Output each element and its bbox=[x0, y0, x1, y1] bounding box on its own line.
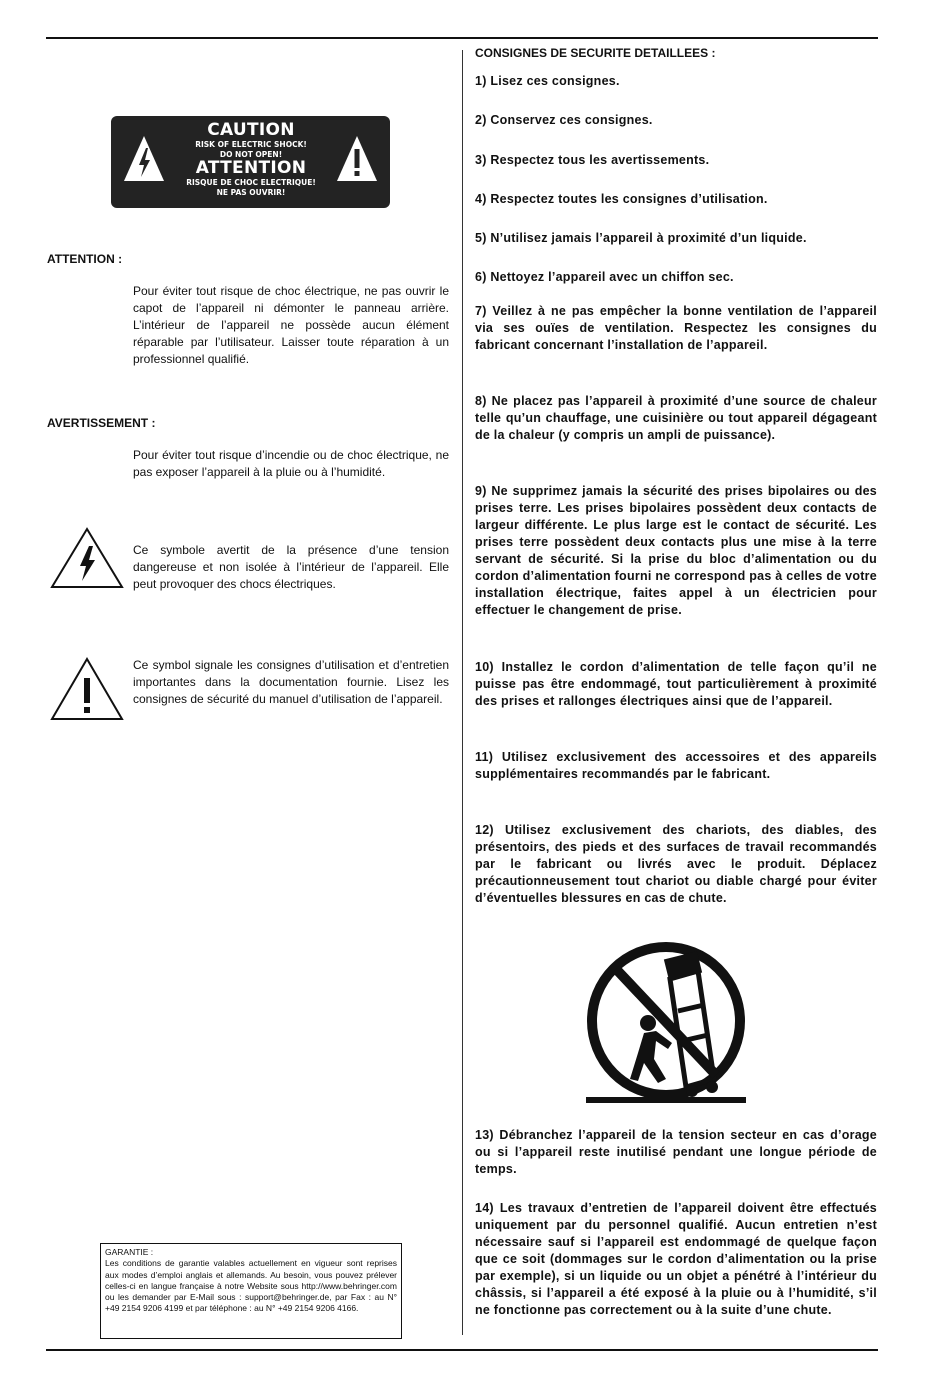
attention-sub1: RISQUE DE CHOC ELECTRIQUE! bbox=[186, 178, 316, 187]
attention-text: Pour éviter tout risque de choc électrique, ne pas ouvrir le capot de l’appareil ni démonter le panneau arrière. L’intérieur de l’appareil ne possède aucun élément réparable par l’utilisateur. Laisser toute réparation à un professionnel qualifié. bbox=[133, 284, 449, 366]
exclamation-symbol-text: Ce symbol signale les consignes d’utilisation et d’entretien importantes dans la documentation fournie. Lisez les consignes de sécurité du manuel d’utilisation de l’appareil. bbox=[133, 658, 449, 706]
instruction-12: 12) Utilisez exclusivement des chariots, des diables, des présentoirs, des pieds et des surfaces de travail recommandés par le fabricant ou livrés avec le produit. Déplacez précautionneusement tout chariot ou diable chargé pour éviter d’éventuelles blessures en cas de chute. bbox=[475, 823, 877, 905]
attention-sub2: NE PAS OUVRIR! bbox=[216, 187, 286, 197]
safety-instructions-title: CONSIGNES DE SECURITE DETAILLEES : bbox=[475, 46, 716, 60]
caution-text bbox=[167, 120, 335, 196]
exclamation-warning-icon bbox=[335, 134, 379, 184]
bottom-rule bbox=[46, 1349, 878, 1351]
instruction-3: 3) Respectez tous les avertissements. bbox=[475, 153, 710, 167]
instruction-2: 2) Conservez ces consignes. bbox=[475, 113, 653, 127]
cart-tipping-warning-icon bbox=[586, 941, 746, 1111]
garantie-body: Les conditions de garantie valables actuellement en vigueur sont reprises aux modes d’emploi anglais et allemands. Au besoin, vous pouvez prélever celles-ci en langue française à notre Website sous http://www.behringer.com ou les demander par E-Mail sous : support@behringer.de, par Fax : au N° +49 2154 9206 4199 et par téléphone : au N° +49 2154 9206 4166. bbox=[105, 1258, 397, 1314]
instruction-9: 9) Ne supprimez jamais la sécurité des prises bipolaires ou des prises terre. Les prises bipolaires possèdent deux contacts de largeur différente. Le plus large est le contact de sécurité. Les prises terre possèdent deux contacts plus une mise à la terre servant de sécurité. Si la prise du bloc d’alimentation ou du cordon d’alimentation fourni ne correspond pas à celles de votre installation électrique, faites appel à un électricien pour effectuer le changement de prise. bbox=[475, 484, 877, 617]
top-rule bbox=[46, 37, 878, 39]
instruction-8: 8) Ne placez pas l’appareil à proximité d’une source de chaleur telle qu’un chauffage, une cuisinière ou tout appareil dégageant de la chaleur (y compris un ampli de puissance). bbox=[475, 394, 877, 442]
caution-word: CAUTION bbox=[207, 120, 295, 140]
instruction-1: 1) Lisez ces consignes. bbox=[475, 74, 620, 88]
caution-sub1: RISK OF ELECTRIC SHOCK! bbox=[195, 140, 307, 149]
avertissement-heading: AVERTISSEMENT : bbox=[47, 416, 156, 430]
instruction-11: 11) Utilisez exclusivement des accessoires et des appareils supplémentaires recommandés par le fabricant. bbox=[475, 750, 877, 781]
caution-label bbox=[111, 116, 390, 208]
garantie-box bbox=[100, 1243, 402, 1339]
column-divider bbox=[462, 50, 463, 1335]
lightning-triangle-icon bbox=[49, 526, 125, 590]
avertissement-text: Pour éviter tout risque d’incendie ou de choc électrique, ne pas exposer l’appareil à la pluie ou à l’humidité. bbox=[133, 448, 449, 479]
electric-shock-warning-icon bbox=[122, 134, 166, 184]
instruction-14: 14) Les travaux d’entretien de l’appareil doivent être effectués uniquement par du personnel qualifié. Aucun entretien n’est nécessaire sauf si l’appareil est endommagé de quelque façon que ce soit (dommages sur le cordon d’alimentation ou la prise par exemple), si un liquide ou un objet a pénétré à l’intérieur du châssis, si l’appareil a été exposé à la pluie ou à l’humidité, s’il ne fonctionne pas correctement ou à la suite d’une chute. bbox=[475, 1201, 877, 1317]
lightning-symbol-text: Ce symbole avertit de la présence d’une tension dangereuse et non isolée à l’intérieur de l’appareil. Elle peut provoquer des chocs électriques. bbox=[133, 543, 449, 591]
caution-sub2: DO NOT OPEN! bbox=[219, 149, 283, 159]
instruction-10: 10) Installez le cordon d’alimentation de telle façon qu’il ne puisse pas être endommagé, tout particulièrement à proximité des prises et rallonges électriques ainsi que de l’appareil. bbox=[475, 660, 877, 708]
instruction-7: 7) Veillez à ne pas empêcher la bonne ventilation de l’appareil via ses ouïes de ventilation. Respectez les consignes du fabricant concernant l’installation de l’appareil. bbox=[475, 304, 877, 352]
instruction-6: 6) Nettoyez l’appareil avec un chiffon sec. bbox=[475, 270, 734, 284]
exclamation-triangle-icon bbox=[49, 656, 125, 722]
attention-word: ATTENTION bbox=[195, 158, 307, 178]
instruction-5: 5) N’utilisez jamais l’appareil à proximité d’un liquide. bbox=[475, 231, 807, 245]
attention-heading: ATTENTION : bbox=[47, 252, 123, 266]
instruction-4: 4) Respectez toutes les consignes d’utilisation. bbox=[475, 192, 768, 206]
garantie-title: GARANTIE : bbox=[105, 1247, 154, 1257]
instruction-13: 13) Débranchez l’appareil de la tension secteur en cas d’orage ou si l’appareil reste inutilisé pendant une longue période de temps. bbox=[475, 1128, 877, 1176]
